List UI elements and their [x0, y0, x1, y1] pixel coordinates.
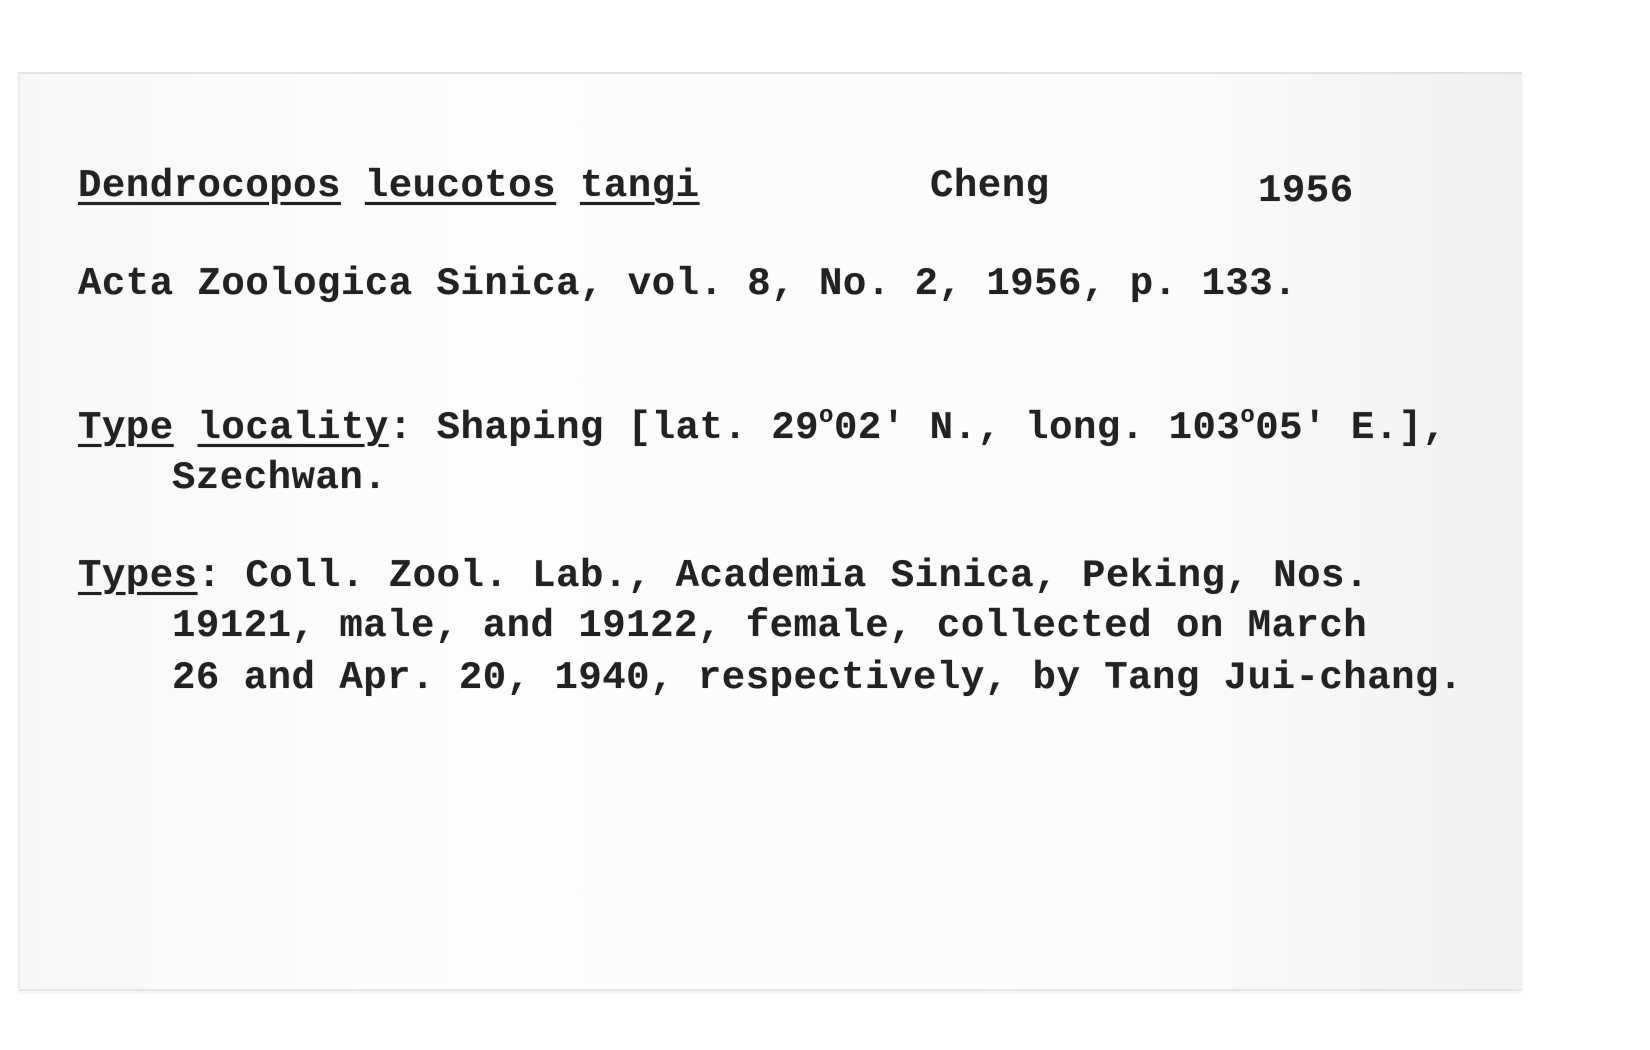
degree-symbol-lat: o: [819, 403, 834, 430]
author-name: Cheng: [930, 164, 1050, 208]
index-card: [18, 72, 1522, 991]
subspecies-name: tangi: [580, 164, 700, 208]
year-of-description: 1956: [1258, 169, 1354, 213]
type-locality-label-word1: Type: [78, 406, 174, 450]
header-scientific-name: [78, 164, 700, 208]
types-colon: :: [197, 554, 222, 598]
types-line2: 19121, male, and 19122, female, collected on March: [172, 604, 1368, 648]
type-locality-colon: :: [388, 406, 413, 450]
type-locality-text-c: 05' E.],: [1255, 406, 1447, 450]
types-label: Types: [78, 554, 198, 598]
types-line3: 26 and Apr. 20, 1940, respectively, by Tang Jui-chang.: [172, 656, 1463, 700]
type-locality-line1: [78, 403, 1447, 450]
type-locality-label-word2: locality: [197, 406, 389, 450]
species-name: leucotos: [364, 164, 557, 208]
types-line1: [78, 554, 1369, 598]
type-locality-line2: Szechwan.: [172, 456, 388, 500]
citation-text: Acta Zoologica Sinica, vol. 8, No. 2, 1956, p. 133.: [78, 262, 1298, 306]
degree-symbol-long: o: [1240, 403, 1256, 430]
type-locality-text-b: 02' N., long. 103: [833, 406, 1241, 450]
genus-name: Dendrocopos: [78, 164, 341, 208]
types-line1-text: Coll. Zool. Lab., Academia Sinica, Peking, Nos.: [221, 554, 1369, 598]
type-locality-text-a: Shaping [lat. 29: [412, 406, 820, 450]
